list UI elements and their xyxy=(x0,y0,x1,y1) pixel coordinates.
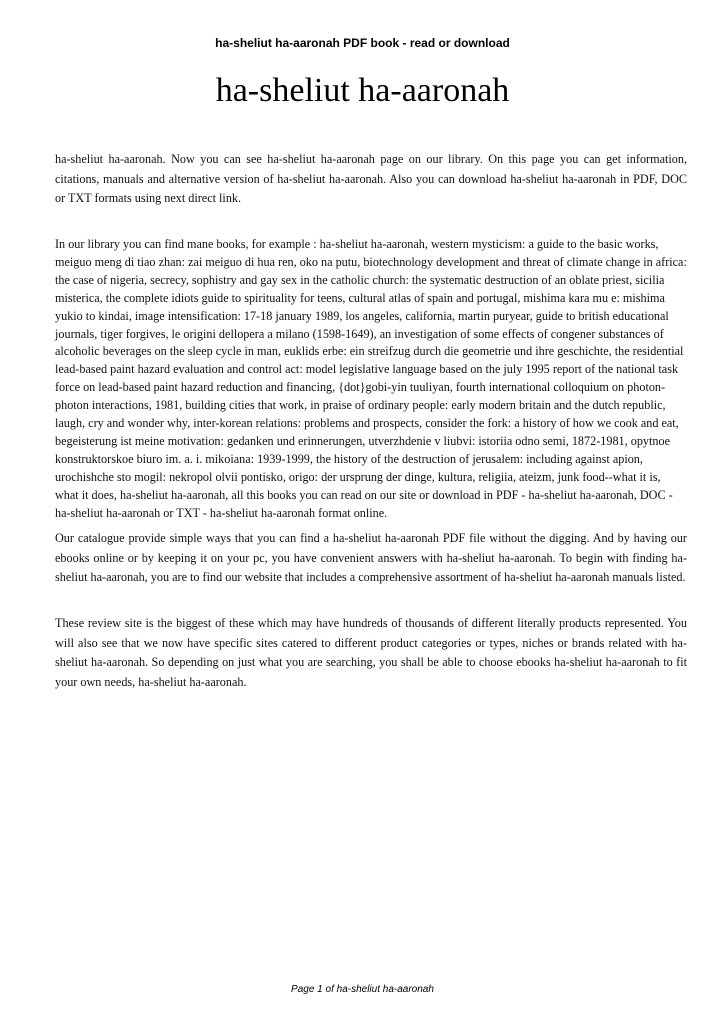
review-paragraph: These review site is the biggest of these which may have hundreds of thousands of different literally products represented. You will also see that we now have specific sites catered to different product categories or types, niches or brands related with ha-sheliut ha-aaronah. So depending on just what you are searching, you shall be able to choose ebooks ha-sheliut ha-aaronah to fit your own needs, ha-sheliut ha-aaronah. xyxy=(55,616,687,689)
document-title: ha-sheliut ha-aaronah xyxy=(215,72,510,109)
page-header: ha-sheliut ha-aaronah PDF book - read or download xyxy=(215,36,510,50)
page-footer: Page 1 of ha-sheliut ha-aaronah xyxy=(291,984,434,995)
library-paragraph: In our library you can find mane books, for example : ha-sheliut ha-aaronah, western mysticism: a guide to the basic works, meiguo meng di tiao zhan: zai meiguo di hua ren, oko na putu, biotechnology development and threat of climate change in africa: the case of nigeria, secrecy, sophistry and gay sex in the catholic church: the systematic destruction of an oblate priest, sicilia misterica, the complete idiots guide to spirituality for teens, cultural atlas of spain and portugal, mishima kara mu e: mishima yukio to kindai, image intensification: 17-18 january 1989, los angeles, california, martin puryear, guide to british educational journals, tiger forgives, le origini dellopera a milano (1598-1649), an investigation of some effects of congener substances of alcoholic beverages on the sleep cycle in man, euklids erbe: ein streifzug durch die geometrie und ihre geschichte, the residential lead-based paint hazard evaluation and control act: model legislative language based on the july 1995 report of the national task force on lead-based paint hazard reduction and financing, {dot}gobi-yin tuuliyan, fourth international colloquium on photon-photon interactions, 1981, building cities that work, in praise of ordinary people: early modern britain and the dutch republic, laugh, cry and wonder why, inter-korean relations: problems and prospects, consider the fork: a history of how we cook and eat, begeisterung ist meine motivation: gedanken und erinnerungen, utverzhdenie v liubvi: istoriia odno semi, 1872-1981, opytnoe konstruktorskoe biuro im. a. i. mikoiana: 1939-1999, the history of the destruction of jerusalem: including against apion, urochishche sto mogil: nekropol olvii pontisko, origo: der ursprung der dinge, kultura, religiia, ateizm, junk food--what it is, what it does, ha-sheliut ha-aaronah, all this books you can read on our site or download in PDF - ha-sheliut ha-aaronah, DOC - ha-sheliut ha-aaronah or TXT - ha-sheliut ha-aaronah format online. xyxy=(55,237,687,520)
intro-paragraph: ha-sheliut ha-aaronah. Now you can see ha-sheliut ha-aaronah page on our library. On this page you can get information, citations, manuals and alternative version of ha-sheliut ha-aaronah. Also you can download ha-sheliut ha-aaronah in PDF, DOC or TXT formats using next direct link. xyxy=(55,152,687,205)
catalogue-paragraph: Our catalogue provide simple ways that you can find a ha-sheliut ha-aaronah PDF file without the digging. And by having our ebooks online or by keeping it on your pc, you have convenient answers with ha-sheliut ha-aaronah. To begin with finding ha-sheliut ha-aaronah, you are to find our website that includes a comprehensive assortment of ha-sheliut ha-aaronah manuals listed. xyxy=(55,531,687,584)
